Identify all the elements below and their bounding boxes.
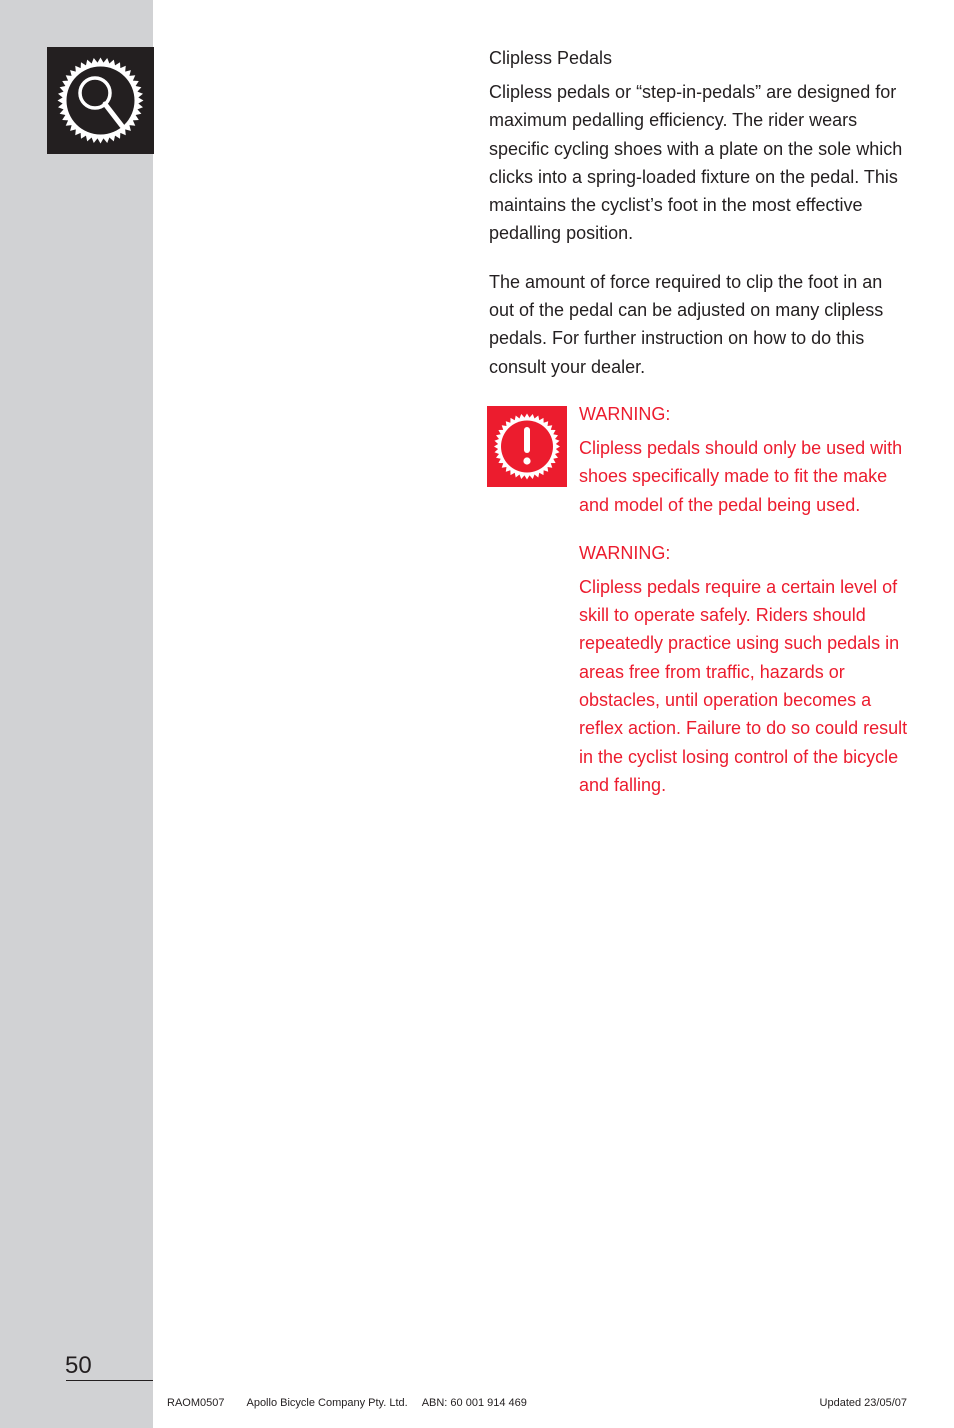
- footer-updated: Updated 23/05/07: [819, 1397, 907, 1409]
- main-content: [489, 44, 909, 401]
- warning-title: WARNING:: [579, 542, 671, 563]
- warning-text: Clipless pedals should only be used with shoes specifically made to fit the make and model of the pedal being used.: [579, 438, 903, 515]
- section-heading: Clipless Pedals: [489, 48, 613, 68]
- warnings: [579, 400, 909, 819]
- sidebar: [0, 0, 153, 1428]
- footer-company: Apollo Bicycle Company Pty. Ltd.: [246, 1397, 408, 1409]
- warning-block: [579, 400, 909, 519]
- body-paragraph: Clipless pedals or “step-in-pedals” are designed for maximum pedalling efficiency. The rider wears specific cycling shoes with a plate on the sole which clicks into a spring-loaded fixture on the pedal. This maintains the cyclist’s foot in the most effective pedalling position.: [489, 82, 903, 244]
- page-number-rule: [66, 1380, 153, 1381]
- body-paragraph: The amount of force required to clip the foot in an out of the pedal can be adjusted on many clipless pedals. For further instruction on how to do this consult your dealer.: [489, 271, 884, 377]
- warning-block: [579, 539, 909, 799]
- warning-title: WARNING:: [579, 404, 671, 424]
- magnifying-glass-icon: [47, 47, 154, 154]
- footer-abn: ABN: 60 001 914 469: [421, 1397, 527, 1409]
- warning-exclamation-icon: [487, 406, 567, 487]
- page-number: 50: [65, 1352, 92, 1379]
- footer-code: RAOM0507: [167, 1397, 225, 1409]
- warning-text: Clipless pedals require a certain level of skill to operate safely. Riders should repeatedly practice using such pedals in areas free from traffic, hazards or obstacles, until operation becomes a reflex action. Failure to do so could result in the cyclist losing control of the bicycle and falling.: [579, 576, 908, 795]
- footer-left: [167, 1396, 527, 1410]
